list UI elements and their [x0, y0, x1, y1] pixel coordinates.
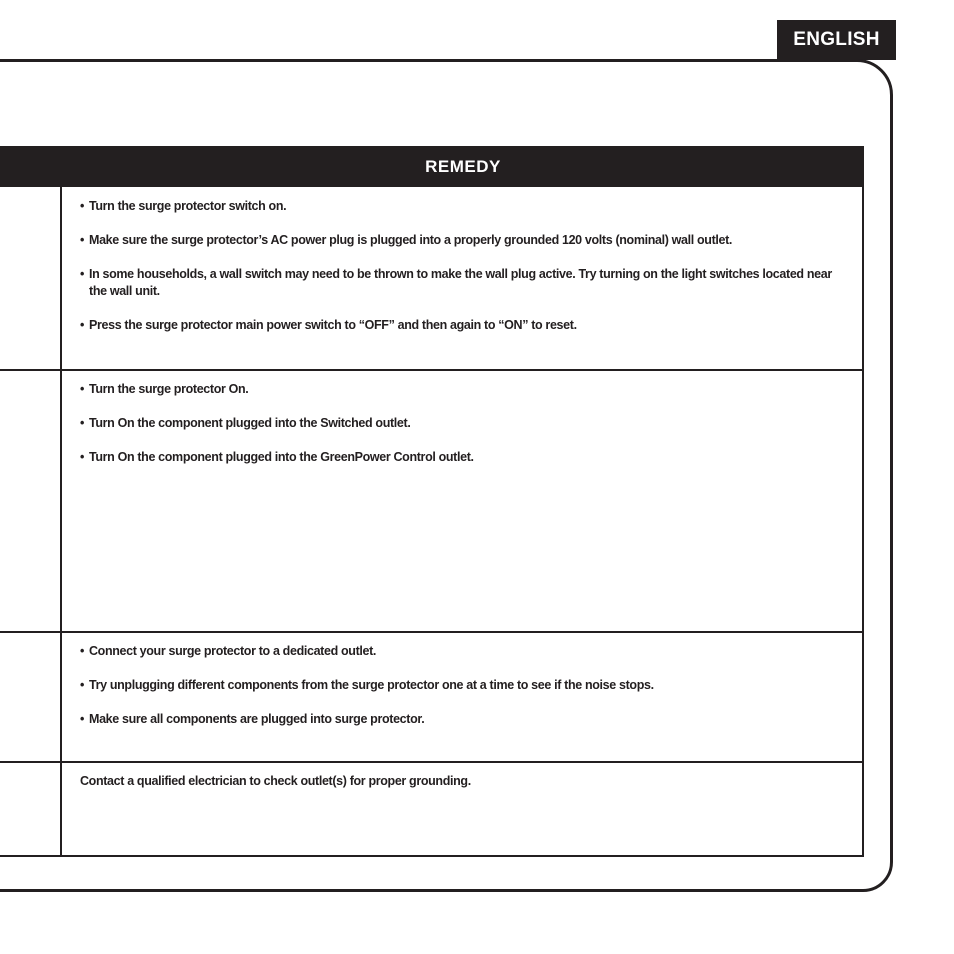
list-item [80, 266, 850, 300]
bullet: • [80, 644, 85, 658]
table-row [80, 198, 850, 351]
remedy-column-header: REMEDY [425, 156, 501, 176]
list-item [80, 415, 850, 432]
row-divider [0, 761, 862, 763]
remedy-table [0, 146, 864, 857]
bullet: • [80, 318, 85, 332]
bullet: • [80, 199, 85, 213]
list-item [80, 643, 850, 660]
remedy-text: Press the surge protector main power switch to “OFF” and then again to “ON” to reset. [89, 318, 577, 332]
remedy-text: Try unplugging different components from the surge protector one at a time to see if the noise stops. [89, 678, 654, 692]
remedy-text: Turn On the component plugged into the GreenPower Control outlet. [89, 450, 474, 464]
table-header-row [0, 146, 864, 187]
bullet: • [80, 712, 85, 726]
remedy-text: Connect your surge protector to a dedicated outlet. [89, 644, 377, 658]
table-row [80, 773, 850, 790]
remedy-text: Contact a qualified electrician to check outlet(s) for proper grounding. [80, 774, 471, 788]
row-divider [0, 631, 862, 633]
list-item [80, 449, 850, 466]
language-tab [777, 20, 896, 60]
column-divider [60, 187, 62, 855]
list-item [80, 232, 850, 249]
table-row [80, 381, 850, 483]
remedy-text: Turn the surge protector On. [89, 382, 249, 396]
language-tab-label: ENGLISH [793, 29, 880, 50]
bullet: • [80, 233, 85, 247]
row-divider [0, 369, 862, 371]
remedy-text: In some households, a wall switch may need to be thrown to make the wall plug active. Try turning on the light switches located near the wall unit. [89, 267, 832, 298]
bullet: • [80, 382, 85, 396]
list-item [80, 317, 850, 334]
bullet: • [80, 450, 85, 464]
list-item [80, 198, 850, 215]
remedy-text: Turn the surge protector switch on. [89, 199, 287, 213]
bullet: • [80, 267, 85, 281]
table-row [80, 643, 850, 745]
remedy-text: Make sure the surge protector’s AC power plug is plugged into a properly grounded 120 volts (nominal) wall outlet. [89, 233, 733, 247]
bullet: • [80, 416, 85, 430]
bullet: • [80, 678, 85, 692]
list-item [80, 677, 850, 694]
remedy-text: Turn On the component plugged into the Switched outlet. [89, 416, 411, 430]
list-item [80, 381, 850, 398]
list-item [80, 711, 850, 728]
remedy-text: Make sure all components are plugged into surge protector. [89, 712, 425, 726]
